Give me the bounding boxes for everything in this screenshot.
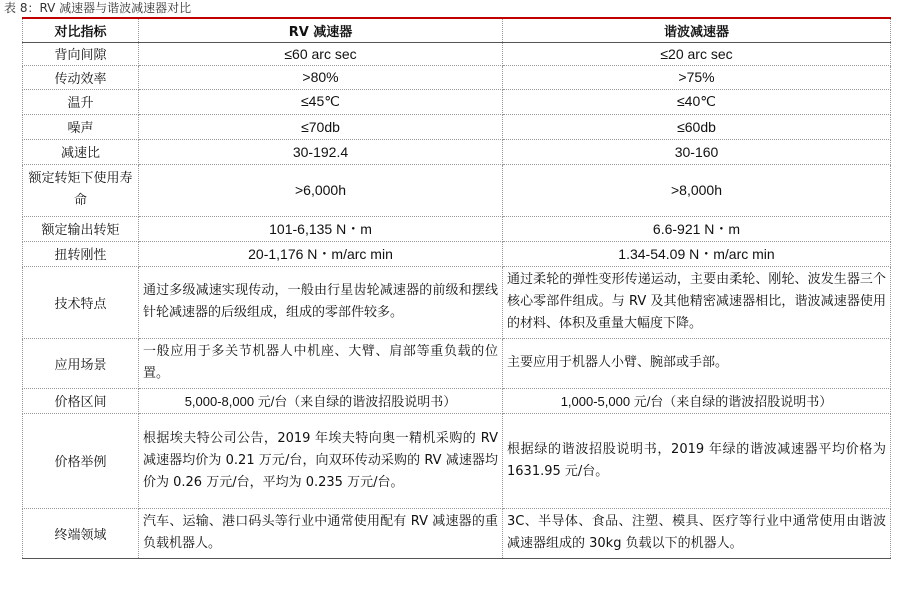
row-label: 价格区间 bbox=[23, 388, 139, 413]
table-row bbox=[23, 266, 891, 338]
table-row bbox=[23, 241, 891, 266]
table-row bbox=[23, 164, 891, 216]
row-label: 应用场景 bbox=[23, 338, 139, 388]
harmonic-value: 通过柔轮的弹性变形传递运动，主要由柔轮、刚轮、波发生器三个核心零部件组成。与 RV 及其他精密减速器相比，谐波减速器使用的材料、体积及重量大幅度下降。 bbox=[503, 266, 891, 338]
row-label: 额定输出转矩 bbox=[23, 216, 139, 241]
header-harmonic: 谐波减速器 bbox=[503, 18, 891, 42]
row-label: 技术特点 bbox=[23, 266, 139, 338]
row-label: 额定转矩下使用寿命 bbox=[23, 164, 139, 216]
table-caption: 表 8：RV 减速器与谐波减速器对比 bbox=[4, 1, 192, 15]
table-row bbox=[23, 42, 891, 65]
harmonic-value: 6.6-921 N・m bbox=[503, 216, 891, 241]
table-row bbox=[23, 139, 891, 164]
harmonic-value: 3C、半导体、食品、注塑、模具、医疗等行业中通常使用由谐波减速器组成的 30kg 负载以下的机器人。 bbox=[503, 508, 891, 558]
rv-value: 根据埃夫特公司公告，2019 年埃夫特向奥一精机采购的 RV 减速器均价为 0.21 万元/台，向双环传动采购的 RV 减速器均价为 0.26 万元/台，平均为 0.235 万元/台。 bbox=[139, 413, 503, 508]
table-header-row bbox=[23, 18, 891, 42]
harmonic-value: 1.34-54.09 N・m/arc min bbox=[503, 241, 891, 266]
table-row bbox=[23, 508, 891, 558]
harmonic-value: 主要应用于机器人小臂、腕部或手部。 bbox=[503, 338, 891, 388]
row-label: 背向间隙 bbox=[23, 42, 139, 65]
table-row bbox=[23, 65, 891, 89]
rv-value: 5,000-8,000 元/台（来自绿的谐波招股说明书） bbox=[139, 388, 503, 413]
rv-value: 30-192.4 bbox=[139, 139, 503, 164]
harmonic-value: >75% bbox=[503, 65, 891, 89]
row-label: 扭转刚性 bbox=[23, 241, 139, 266]
rv-value: 一般应用于多关节机器人中机座、大臂、肩部等重负载的位置。 bbox=[139, 338, 503, 388]
rv-value: >80% bbox=[139, 65, 503, 89]
rv-value: ≤70db bbox=[139, 114, 503, 139]
row-label: 减速比 bbox=[23, 139, 139, 164]
rv-value: 汽车、运输、港口码头等行业中通常使用配有 RV 减速器的重负载机器人。 bbox=[139, 508, 503, 558]
header-metric: 对比指标 bbox=[23, 18, 139, 42]
row-label: 噪声 bbox=[23, 114, 139, 139]
row-label: 温升 bbox=[23, 89, 139, 114]
rv-value: ≤60 arc sec bbox=[139, 42, 503, 65]
table-row bbox=[23, 89, 891, 114]
table-row bbox=[23, 114, 891, 139]
harmonic-value: >8,000h bbox=[503, 164, 891, 216]
row-label: 传动效率 bbox=[23, 65, 139, 89]
harmonic-value: ≤20 arc sec bbox=[503, 42, 891, 65]
row-label: 价格举例 bbox=[23, 413, 139, 508]
rv-value: 20-1,176 N・m/arc min bbox=[139, 241, 503, 266]
table-row bbox=[23, 216, 891, 241]
rv-value: 101-6,135 N・m bbox=[139, 216, 503, 241]
table-row bbox=[23, 413, 891, 508]
rv-value: ≤45℃ bbox=[139, 89, 503, 114]
rv-value: >6,000h bbox=[139, 164, 503, 216]
rv-value: 通过多级减速实现传动，一般由行星齿轮减速器的前级和摆线针轮减速器的后级组成，组成的零部件较多。 bbox=[139, 266, 503, 338]
harmonic-value: ≤60db bbox=[503, 114, 891, 139]
table-row bbox=[23, 388, 891, 413]
header-rv: RV 减速器 bbox=[139, 18, 503, 42]
comparison-table bbox=[22, 17, 891, 559]
row-label: 终端领域 bbox=[23, 508, 139, 558]
harmonic-value: 1,000-5,000 元/台（来自绿的谐波招股说明书） bbox=[503, 388, 891, 413]
harmonic-value: ≤40℃ bbox=[503, 89, 891, 114]
harmonic-value: 根据绿的谐波招股说明书，2019 年绿的谐波减速器平均价格为 1631.95 元/台。 bbox=[503, 413, 891, 508]
harmonic-value: 30-160 bbox=[503, 139, 891, 164]
table-row bbox=[23, 338, 891, 388]
